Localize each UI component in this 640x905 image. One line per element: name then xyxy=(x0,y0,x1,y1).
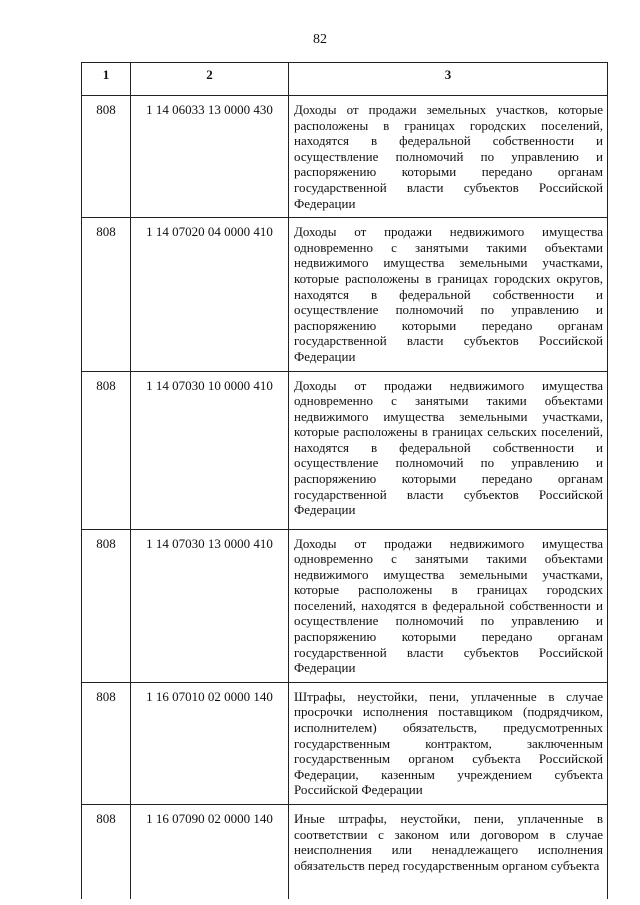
admin-code-cell: 808 xyxy=(82,529,131,682)
description-cell: Доходы от продажи недвижимого имущества одновременно с занятыми такими объектами недвижимого имущества земельными участками, которые расположены в границах сельских поселений, находятся в федеральной собственности и осуществление полномочий по управлению и распоряжению которыми передано органам государственной власти субъектов Российской Федерации xyxy=(289,371,608,529)
budget-code-cell: 1 14 07030 10 0000 410 xyxy=(131,371,289,529)
table-header-row xyxy=(82,63,608,96)
table-row xyxy=(82,371,608,529)
column-header-description: 3 xyxy=(289,63,608,96)
description-cell: Доходы от продажи недвижимого имущества одновременно с занятыми такими объектами недвижимого имущества земельными участками, которые расположены в границах городских округов, находятся в федеральной собственности и осуществление полномочий по управлению и распоряжению которыми передано органам государственной власти субъектов Российской Федерации xyxy=(289,218,608,371)
description-cell: Доходы от продажи земельных участков, которые расположены в границах городских поселений, находятся в федеральной собственности и осуществление полномочий по управлению и распоряжению которыми передано органам государственной власти субъектов Российской Федерации xyxy=(289,96,608,218)
page-number: 82 xyxy=(313,32,327,47)
admin-code-cell: 808 xyxy=(82,218,131,371)
admin-code-cell: 808 xyxy=(82,371,131,529)
description-cell: Штрафы, неустойки, пени, уплаченные в случае просрочки исполнения поставщиком (подрядчиком, исполнителем) обязательств, предусмотренных государственным контрактом, заключенным государственным органом субъекта Российской Федерации, казенным учреждением субъекта Российской Федерации xyxy=(289,682,608,804)
table-row xyxy=(82,529,608,682)
description-cell: Доходы от продажи недвижимого имущества одновременно с занятыми такими объектами недвижимого имущества земельными участками, которые расположены в границах городских поселений, находятся в федеральной собственности и осуществление полномочий по управлению и распоряжению которыми передано органам государственной власти субъектов Российской Федерации xyxy=(289,529,608,682)
description-cell: Иные штрафы, неустойки, пени, уплаченные в соответствии с законом или договором в случае неисполнения или ненадлежащего исполнения обязательств перед государственным органом субъекта xyxy=(289,805,608,899)
column-header-admin: 1 xyxy=(82,63,131,96)
column-header-code: 2 xyxy=(131,63,289,96)
admin-code-cell: 808 xyxy=(82,805,131,899)
budget-code-cell: 1 14 06033 13 0000 430 xyxy=(131,96,289,218)
admin-code-cell: 808 xyxy=(82,682,131,804)
budget-code-cell: 1 14 07030 13 0000 410 xyxy=(131,529,289,682)
budget-code-cell: 1 16 07010 02 0000 140 xyxy=(131,682,289,804)
revenue-codes-table xyxy=(81,62,608,899)
table-row xyxy=(82,805,608,899)
table-row xyxy=(82,682,608,804)
table-row xyxy=(82,218,608,371)
admin-code-cell: 808 xyxy=(82,96,131,218)
budget-code-cell: 1 14 07020 04 0000 410 xyxy=(131,218,289,371)
budget-code-cell: 1 16 07090 02 0000 140 xyxy=(131,805,289,899)
table-row xyxy=(82,96,608,218)
